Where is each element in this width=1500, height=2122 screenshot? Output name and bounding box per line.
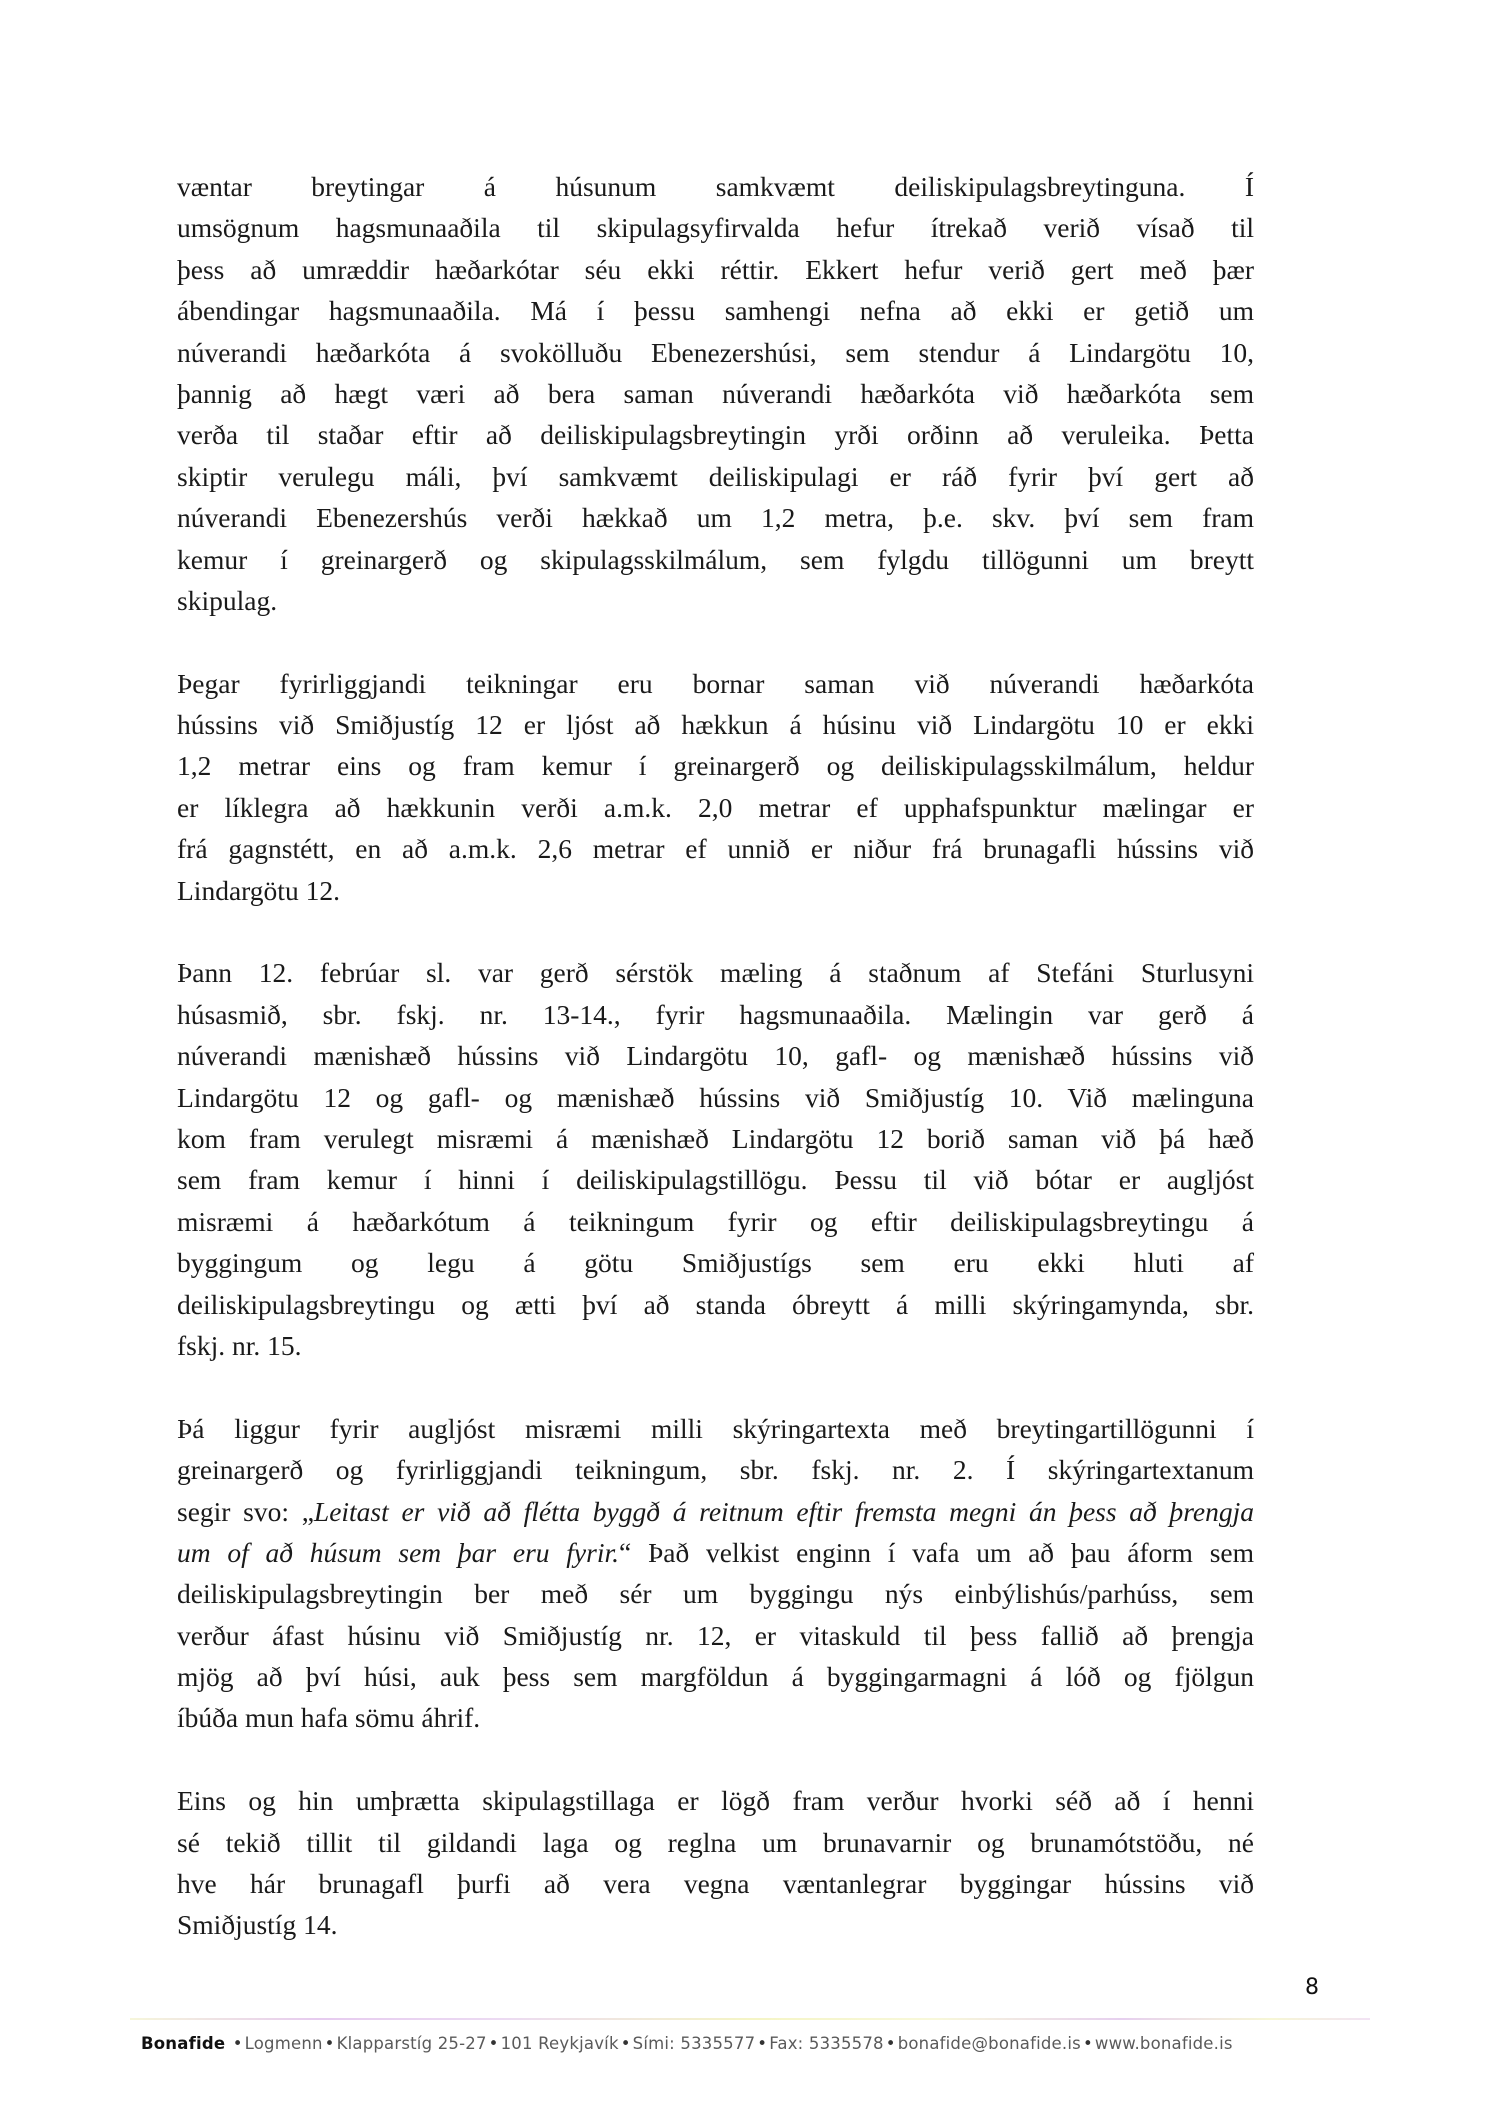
text-segment: er líklegra að hækkunin verði a.m.k. 2,0 metrar ef upphafspunktur mælingar er bbox=[177, 791, 1254, 823]
text-segment: fskj. nr. 15. bbox=[177, 1329, 302, 1361]
text-segment: “ Það velkist enginn í vafa um að þau áform sem bbox=[619, 1536, 1255, 1568]
paragraph bbox=[177, 663, 1254, 911]
text-segment: verða til staðar eftir að deiliskipulagsbreytingin yrði orðinn að veruleika. Þetta bbox=[177, 419, 1254, 451]
text-segment: núverandi mænishæð hússins við Lindargötu 10, gafl- og mænishæð hússins við bbox=[177, 1040, 1254, 1072]
text-line bbox=[177, 1325, 1254, 1366]
text-line bbox=[177, 828, 1254, 869]
text-line bbox=[177, 497, 1254, 538]
text-line bbox=[177, 1408, 1254, 1449]
text-line bbox=[177, 249, 1254, 290]
text-segment: þess að umræddir hæðarkótar séu ekki réttir. Ekkert hefur verið gert með þær bbox=[177, 253, 1254, 285]
text-segment: skiptir verulegu máli, því samkvæmt deiliskipulagi er ráð fyrir því gert að bbox=[177, 460, 1254, 492]
text-line bbox=[177, 373, 1254, 414]
footer-separator: • bbox=[1082, 2034, 1093, 2053]
text-segment: mjög að því húsi, auk þess sem margföldun á byggingarmagni á lóð og fjölgun bbox=[177, 1661, 1254, 1693]
text-line bbox=[177, 1697, 1254, 1738]
footer-separator: • bbox=[488, 2034, 499, 2053]
text-line bbox=[177, 870, 1254, 911]
footer-website-link[interactable]: www.bonafide.is bbox=[1094, 2034, 1233, 2053]
footer-separator: • bbox=[757, 2034, 768, 2053]
text-line bbox=[177, 332, 1254, 373]
text-line bbox=[177, 166, 1254, 207]
text-line bbox=[177, 704, 1254, 745]
text-line bbox=[177, 1242, 1254, 1283]
text-segment: sé tekið tillit til gildandi laga og reglna um brunavarnir og brunamótstöðu, né bbox=[177, 1826, 1254, 1858]
page-number: 8 bbox=[1305, 1975, 1319, 2000]
text-segment: 1,2 metrar eins og fram kemur í greinargerð og deiliskipulagsskilmálum, heldur bbox=[177, 750, 1254, 782]
text-segment: Eins og hin umþrætta skipulagstillaga er lögð fram verður hvorki séð að í henni bbox=[177, 1785, 1254, 1817]
text-segment: kom fram verulegt misræmi á mænishæð Lindargötu 12 borið saman við þá hæð bbox=[177, 1122, 1254, 1154]
text-line bbox=[177, 994, 1254, 1035]
text-segment: ábendingar hagsmunaaðila. Má í þessu samhengi nefna að ekki er getið um bbox=[177, 295, 1254, 327]
text-line bbox=[177, 952, 1254, 993]
text-segment: Smiðjustíg 14. bbox=[177, 1909, 338, 1941]
text-segment: húsasmið, sbr. fskj. nr. 13-14., fyrir hagsmunaaðila. Mælingin var gerð á bbox=[177, 998, 1254, 1030]
footer-brand: Bonafide bbox=[141, 2034, 226, 2053]
text-line bbox=[177, 1201, 1254, 1242]
text-line bbox=[177, 745, 1254, 786]
text-segment: Þegar fyrirliggjandi teikningar eru bornar saman við núverandi hæðarkóta bbox=[177, 667, 1254, 699]
text-segment: segir svo: „ bbox=[177, 1495, 314, 1527]
text-segment: kemur í greinargerð og skipulagsskilmálum, sem fylgdu tillögunni um breytt bbox=[177, 543, 1254, 575]
text-line bbox=[177, 207, 1254, 248]
text-segment: sem fram kemur í hinni í deiliskipulagstillögu. Þessu til við bótar er augljóst bbox=[177, 1164, 1254, 1196]
text-segment: frá gagnstétt, en að a.m.k. 2,6 metrar ef unnið er niður frá brunagafli hússins við bbox=[177, 833, 1254, 865]
text-segment: greinargerð og fyrirliggjandi teikningum, sbr. fskj. nr. 2. Í skýringartextanum bbox=[177, 1454, 1254, 1486]
paragraph bbox=[177, 952, 1254, 1366]
text-line bbox=[177, 1491, 1254, 1532]
text-segment: byggingum og legu á götu Smiðjustígs sem eru ekki hluti af bbox=[177, 1247, 1254, 1279]
text-line bbox=[177, 539, 1254, 580]
footer-item: Sími: 5335577 bbox=[632, 2034, 756, 2053]
text-segment: núverandi Ebenezershús verði hækkað um 1,2 metra, þ.e. skv. því sem fram bbox=[177, 502, 1254, 534]
text-line bbox=[177, 1615, 1254, 1656]
text-segment: umsögnum hagsmunaaðila til skipulagsyfirvalda hefur ítrekað verið vísað til bbox=[177, 212, 1254, 244]
paragraph bbox=[177, 1408, 1254, 1739]
text-segment: deiliskipulagsbreytingu og ætti því að standa óbreytt á milli skýringamynda, sbr. bbox=[177, 1288, 1254, 1320]
paragraph bbox=[177, 1780, 1254, 1946]
text-line bbox=[177, 1077, 1254, 1118]
quoted-text: um of að húsum sem þar eru fyrir. bbox=[177, 1536, 620, 1568]
text-line bbox=[177, 580, 1254, 621]
text-line bbox=[177, 414, 1254, 455]
text-segment: verður áfast húsinu við Smiðjustíg nr. 12, er vitaskuld til þess fallið að þrengja bbox=[177, 1619, 1254, 1651]
footer-separator: • bbox=[885, 2034, 896, 2053]
text-line bbox=[177, 1284, 1254, 1325]
text-line bbox=[177, 1118, 1254, 1159]
text-line bbox=[177, 290, 1254, 331]
text-line bbox=[177, 1573, 1254, 1614]
text-line bbox=[177, 1159, 1254, 1200]
footer-separator: • bbox=[620, 2034, 631, 2053]
footer-item: Logmenn bbox=[244, 2034, 323, 2053]
text-line bbox=[177, 1035, 1254, 1076]
footer-separator: • bbox=[232, 2034, 243, 2053]
text-line bbox=[177, 1656, 1254, 1697]
footer-item: Klapparstíg 25-27 bbox=[336, 2034, 487, 2053]
text-segment: Þann 12. febrúar sl. var gerð sérstök mæling á staðnum af Stefáni Sturlusyni bbox=[177, 957, 1254, 989]
text-line bbox=[177, 456, 1254, 497]
text-segment: Þá liggur fyrir augljóst misræmi milli skýringartexta með breytingartillögunni í bbox=[177, 1412, 1254, 1444]
paragraph bbox=[177, 166, 1254, 621]
footer-email-link[interactable]: bonafide@bonafide.is bbox=[897, 2034, 1081, 2053]
text-segment: íbúða mun hafa sömu áhrif. bbox=[177, 1702, 481, 1734]
text-line bbox=[177, 663, 1254, 704]
text-segment: þannig að hægt væri að bera saman núverandi hæðarkóta við hæðarkóta sem bbox=[177, 377, 1254, 409]
quoted-text: Leitast er við að flétta byggð á reitnum eftir fremsta megni án þess að þrengja bbox=[313, 1495, 1254, 1527]
footer-divider bbox=[130, 2018, 1370, 2020]
text-segment: núverandi hæðarkóta á svokölluðu Ebenezershúsi, sem stendur á Lindargötu 10, bbox=[177, 336, 1254, 368]
text-segment: hve hár brunagafl þurfi að vera vegna væntanlegrar byggingar hússins við bbox=[177, 1868, 1254, 1900]
text-line bbox=[177, 1822, 1254, 1863]
footer-item: 101 Reykjavík bbox=[500, 2034, 619, 2053]
footer-item: Fax: 5335578 bbox=[769, 2034, 884, 2053]
text-segment: hússins við Smiðjustíg 12 er ljóst að hækkun á húsinu við Lindargötu 10 er ekki bbox=[177, 709, 1254, 741]
text-line bbox=[177, 1449, 1254, 1490]
footer-separator: • bbox=[324, 2034, 335, 2053]
text-line bbox=[177, 1863, 1254, 1904]
text-segment: misræmi á hæðarkótum á teikningum fyrir og eftir deiliskipulagsbreytingu á bbox=[177, 1205, 1254, 1237]
text-segment: Lindargötu 12 og gafl- og mænishæð hússins við Smiðjustíg 10. Við mælinguna bbox=[177, 1081, 1254, 1113]
text-segment: skipulag. bbox=[177, 584, 278, 616]
text-line bbox=[177, 1904, 1254, 1945]
text-line bbox=[177, 787, 1254, 828]
text-segment: deiliskipulagsbreytingin ber með sér um byggingu nýs einbýlishús/parhúss, sem bbox=[177, 1578, 1254, 1610]
text-line bbox=[177, 1532, 1254, 1573]
text-segment: væntar breytingar á húsunum samkvæmt deiliskipulagsbreytinguna. Í bbox=[177, 171, 1254, 202]
letterhead-footer bbox=[141, 2034, 1233, 2053]
document-body bbox=[177, 166, 1254, 1987]
text-line bbox=[177, 1780, 1254, 1821]
text-segment: Lindargötu 12. bbox=[177, 874, 340, 906]
